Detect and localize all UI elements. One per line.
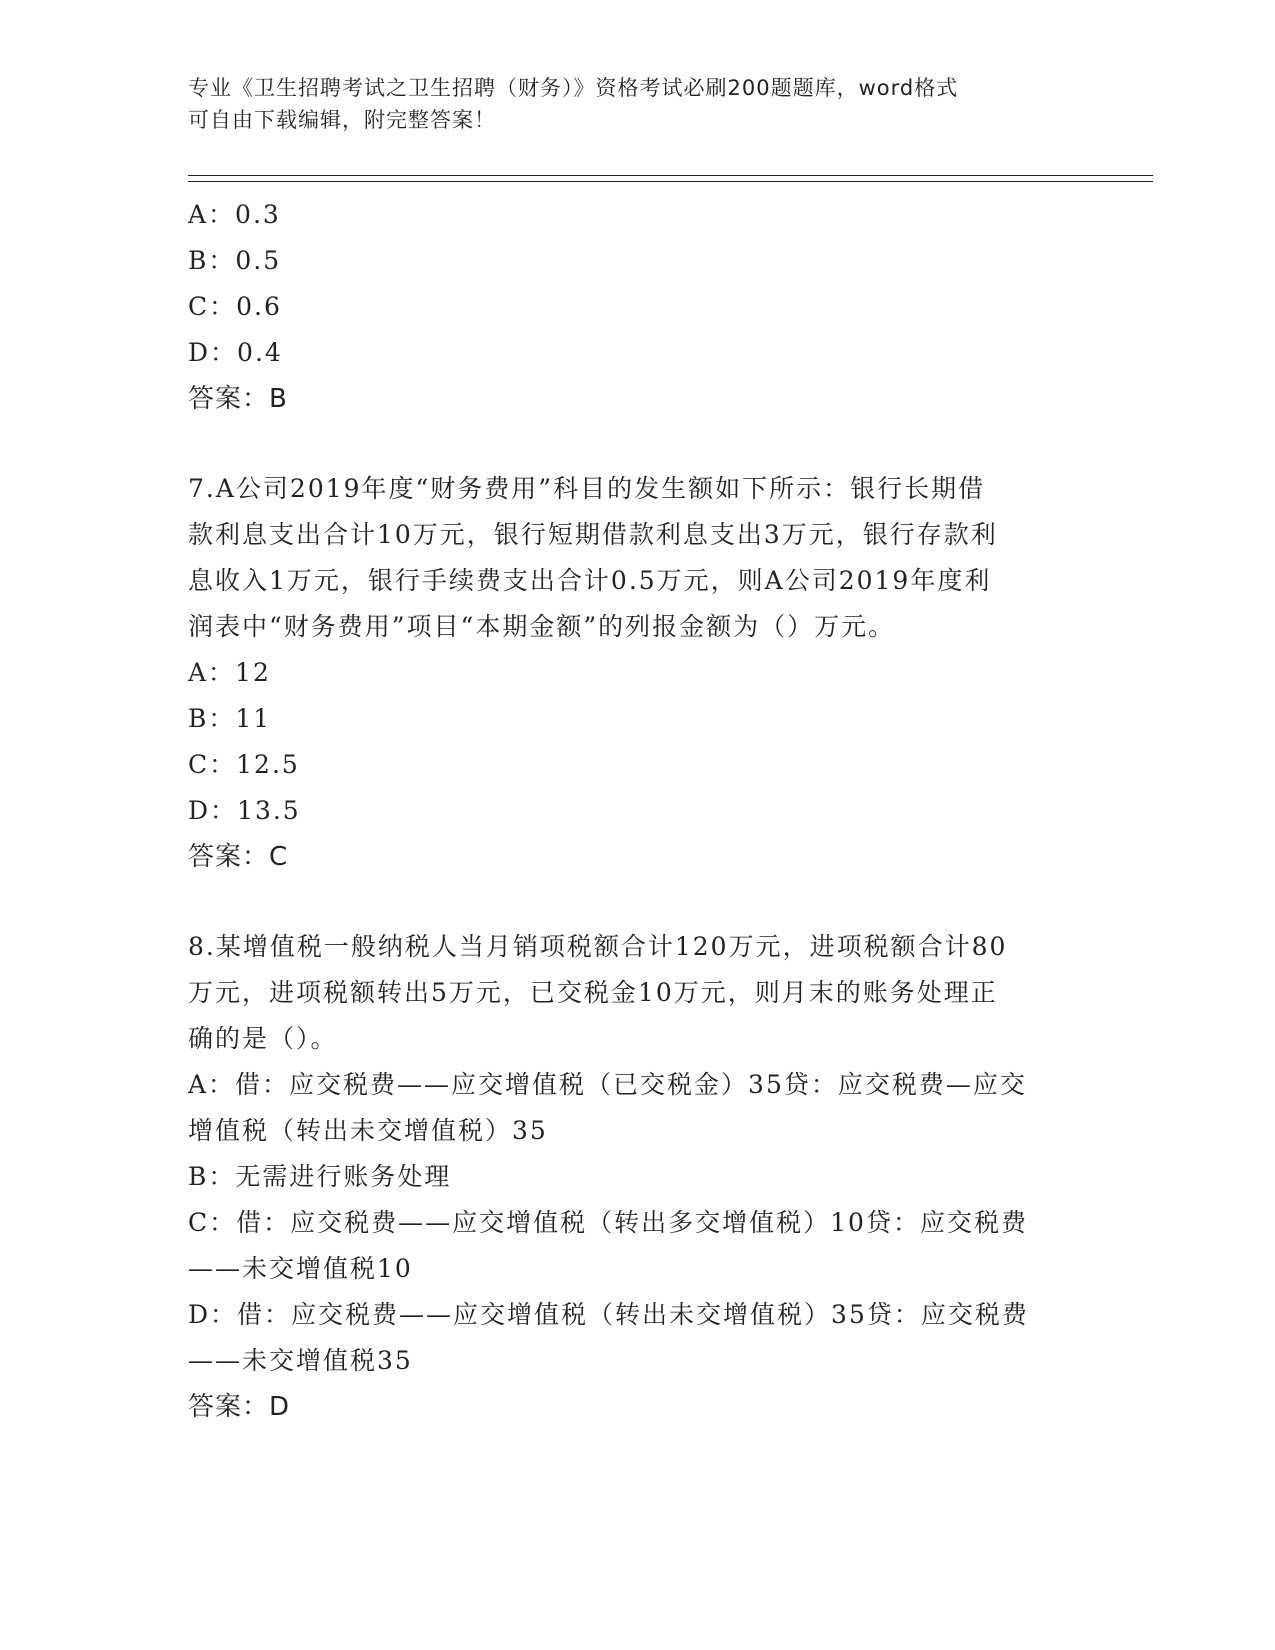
question-8-option-d-line-2: ——未交增值税35 xyxy=(188,1346,413,1375)
question-6-option-d: D：0.4 xyxy=(188,338,283,367)
header-divider-top xyxy=(188,175,1153,176)
question-7-option-d: D：13.5 xyxy=(188,796,301,825)
question-8-stem-line-1: 8.某增值税一般纳税人当月销项税额合计120万元，进项税额合计80 xyxy=(188,932,1008,961)
question-7-option-b: B：11 xyxy=(188,704,272,733)
question-8-option-c-line-1: C：借：应交税费——应交增值税（转出多交增值税）10贷：应交税费 xyxy=(188,1208,1028,1237)
question-6-answer: 答案：B xyxy=(188,384,288,414)
question-8-option-c-line-2: ——未交增值税10 xyxy=(188,1254,413,1283)
spacer xyxy=(188,422,1088,466)
header-divider-bottom xyxy=(188,181,1153,182)
question-6-block xyxy=(188,192,1088,422)
question-6-option-c: C：0.6 xyxy=(188,292,282,321)
question-7-stem-line-3: 息收入1万元，银行手续费支出合计0.5万元，则A公司2019年度利 xyxy=(188,566,992,595)
question-content xyxy=(188,192,1088,1430)
question-7-stem-line-1: 7.A公司2019年度“财务费用”科目的发生额如下所示：银行长期借 xyxy=(188,474,986,503)
question-7-option-c: C：12.5 xyxy=(188,750,300,779)
question-7-answer: 答案：C xyxy=(188,842,289,872)
question-6-option-b: B：0.5 xyxy=(188,246,282,275)
question-8-stem-line-2: 万元，进项税额转出5万元，已交税金10万元，则月末的账务处理正 xyxy=(188,978,998,1007)
question-7-block xyxy=(188,466,1088,880)
header-line-1: 专业《卫生招聘考试之卫生招聘（财务）》资格考试必刷200题题库，word格式 xyxy=(188,76,959,100)
question-7-stem-line-2: 款利息支出合计10万元，银行短期借款利息支出3万元，银行存款利 xyxy=(188,520,998,549)
question-6-option-a: A：0.3 xyxy=(188,200,281,229)
spacer xyxy=(188,880,1088,924)
question-8-stem-line-3: 确的是（）。 xyxy=(188,1024,338,1053)
question-8-block xyxy=(188,924,1088,1430)
document-header xyxy=(188,72,1088,136)
question-8-option-a-line-2: 增值税（转出未交增值税）35 xyxy=(188,1116,548,1145)
header-line-2: 可自由下载编辑，附完整答案！ xyxy=(188,108,496,132)
question-8-option-d-line-1: D：借：应交税费——应交增值税（转出未交增值税）35贷：应交税费 xyxy=(188,1300,1029,1329)
question-7-option-a: A：12 xyxy=(188,658,271,687)
question-8-option-b: B：无需进行账务处理 xyxy=(188,1162,452,1191)
question-8-option-a-line-1: A：借：应交税费——应交增值税（已交税金）35贷：应交税费—应交 xyxy=(188,1070,1027,1099)
question-7-stem-line-4: 润表中“财务费用”项目“本期金额”的列报金额为（）万元。 xyxy=(188,612,896,641)
question-8-answer: 答案：D xyxy=(188,1392,291,1422)
